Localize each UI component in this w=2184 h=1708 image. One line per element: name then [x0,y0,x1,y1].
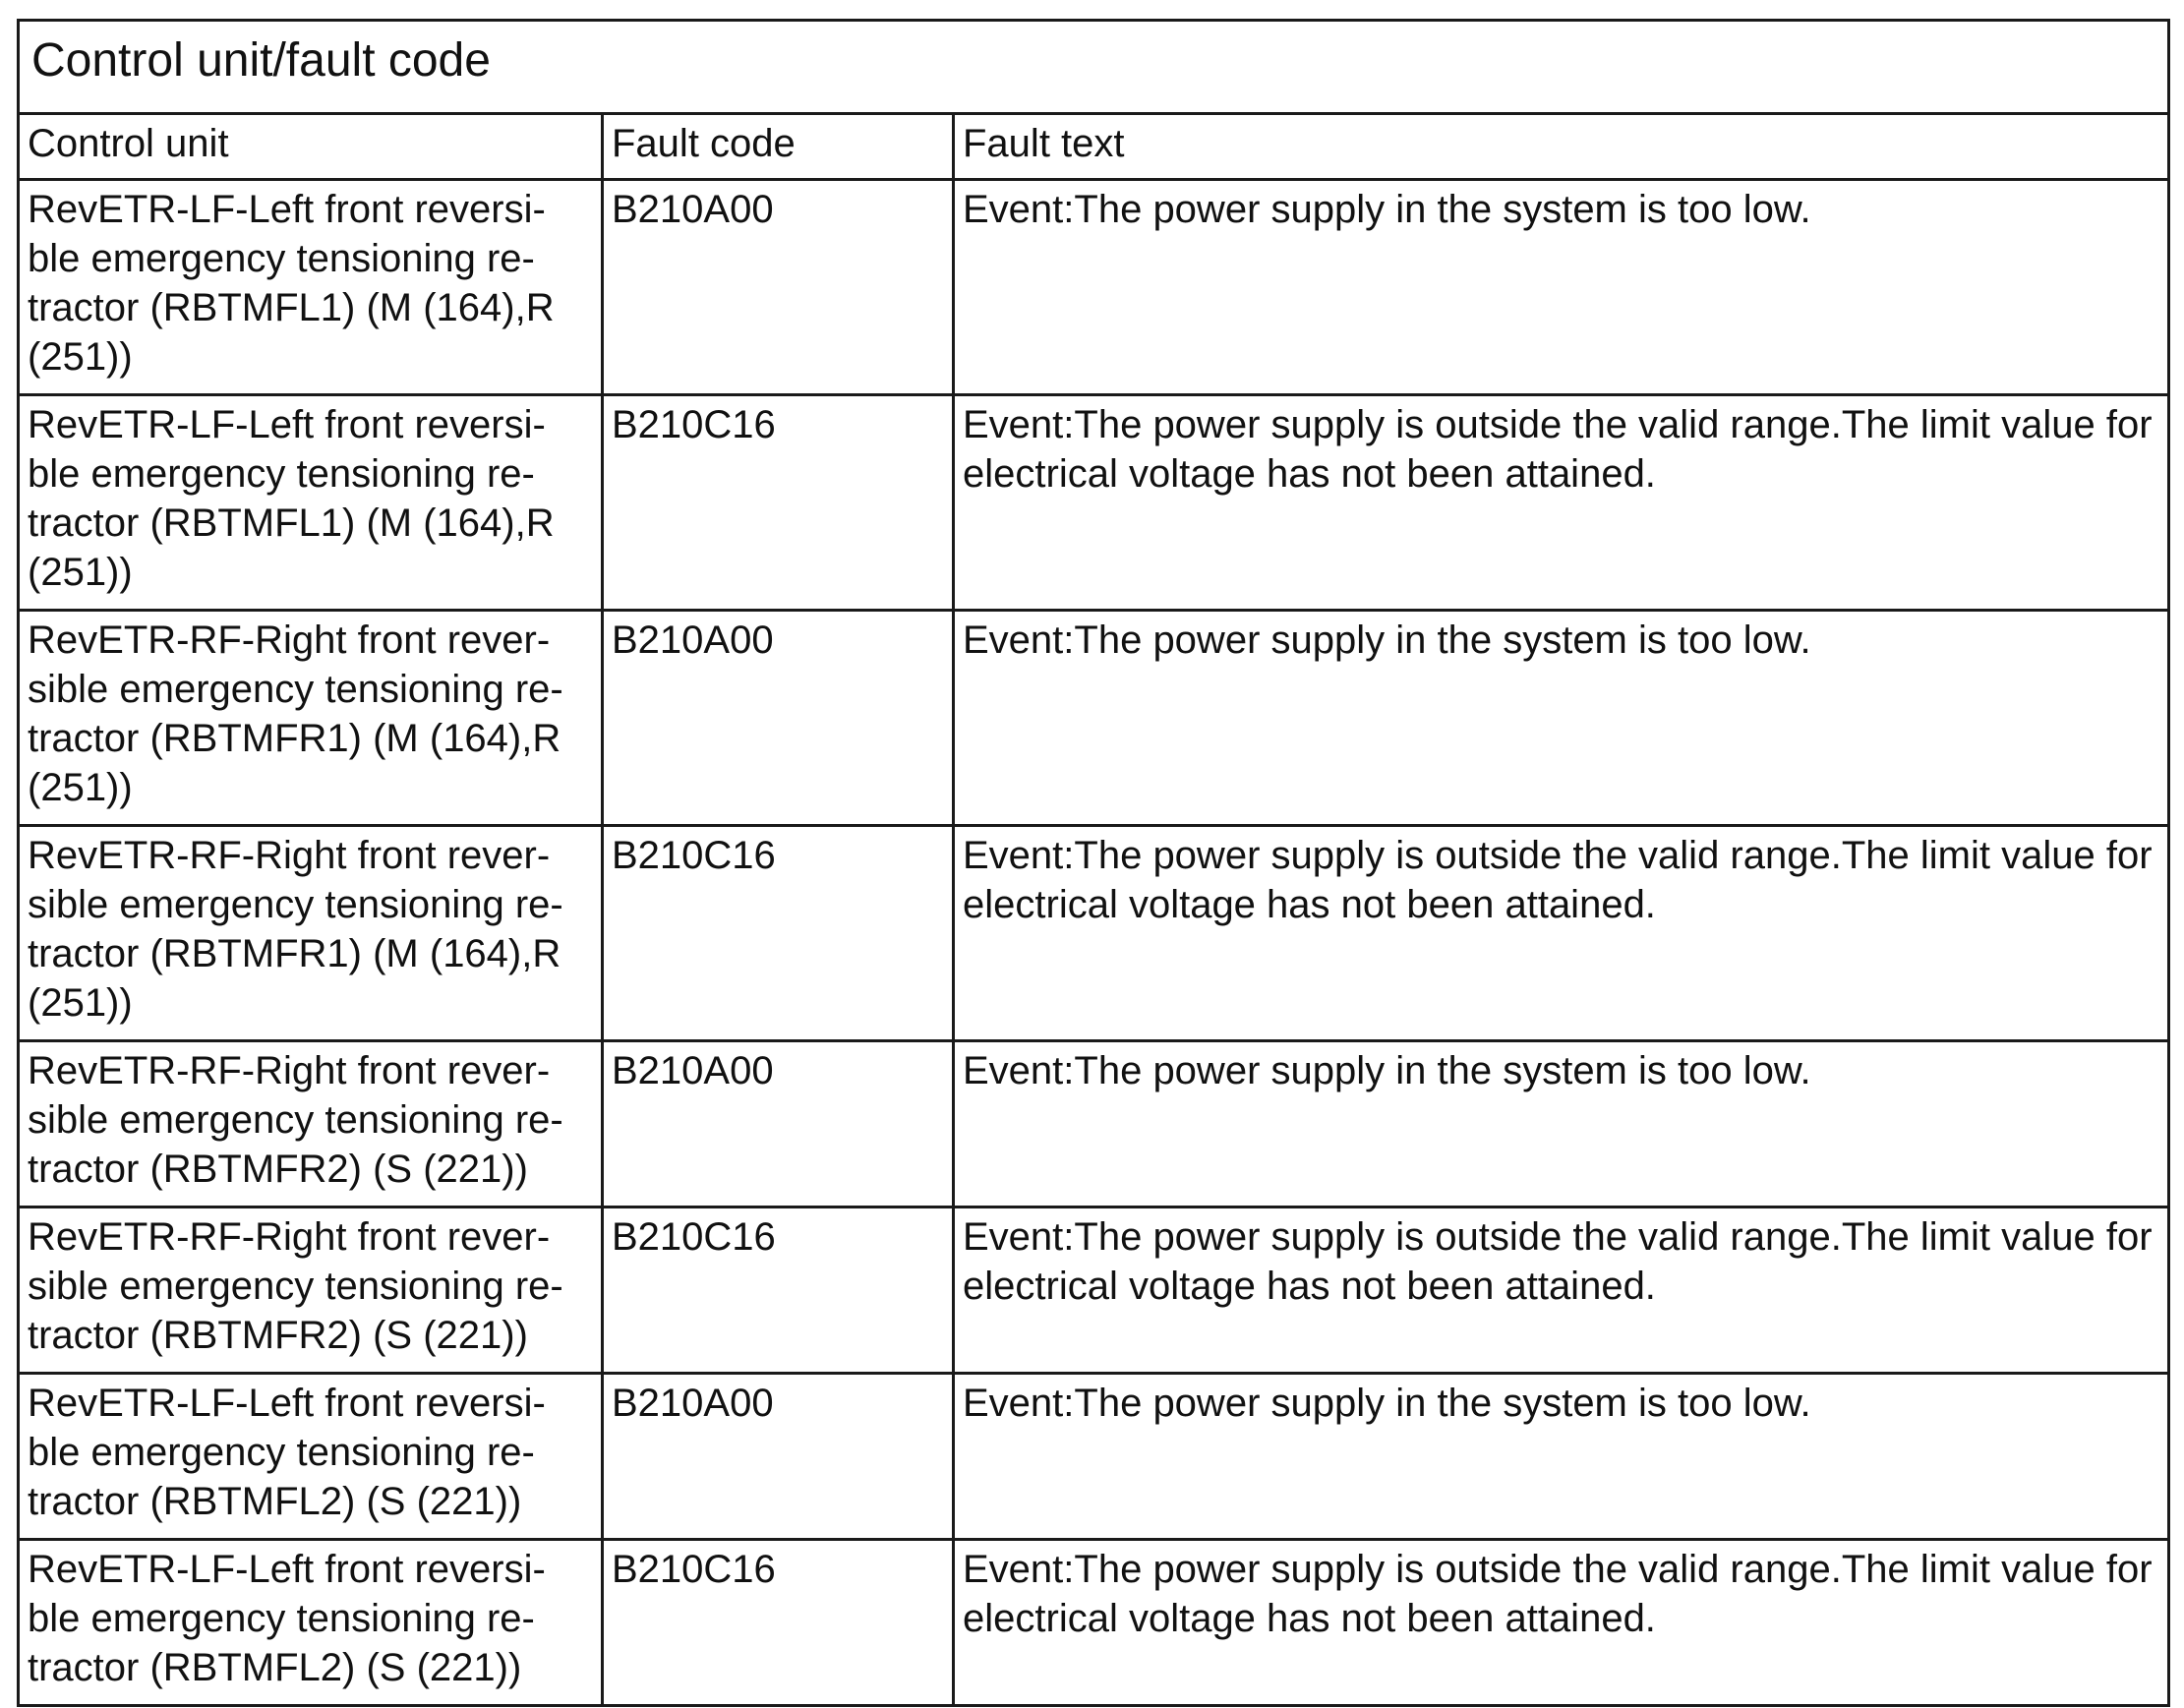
fault-text-cell: Event:The power supply in the system is too low. [954,1041,2169,1207]
fault-code-cell: B210C16 [603,1540,954,1706]
fault-code-cell: B210C16 [603,826,954,1041]
fault-code-cell: B210A00 [603,180,954,395]
table-header-row [19,114,2169,180]
header-control-unit: Control unit [19,114,603,180]
table-row [19,1207,2169,1374]
fault-code-cell: B210A00 [603,611,954,826]
fault-code-table [17,19,2170,1707]
table-row [19,826,2169,1041]
control-unit-cell: RevETR-RF-Right front rever- sible emergency tensioning re- tractor (RBTMFR1) (M (164),R (251)) [19,611,603,826]
control-unit-cell: RevETR-RF-Right front rever- sible emergency tensioning re- tractor (RBTMFR1) (M (164),R (251)) [19,826,603,1041]
fault-code-cell: B210C16 [603,1207,954,1374]
table-row [19,611,2169,826]
table-row [19,1540,2169,1706]
fault-code-cell: B210A00 [603,1041,954,1207]
control-unit-cell: RevETR-RF-Right front rever- sible emergency tensioning re- tractor (RBTMFR2) (S (221)) [19,1207,603,1374]
header-fault-code: Fault code [603,114,954,180]
fault-text-cell: Event:The power supply in the system is too low. [954,180,2169,395]
control-unit-cell: RevETR-LF-Left front reversi- ble emergency tensioning re- tractor (RBTMFL1) (M (164),R (251)) [19,180,603,395]
fault-code-cell: B210C16 [603,395,954,611]
control-unit-cell: RevETR-LF-Left front reversi- ble emergency tensioning re- tractor (RBTMFL2) (S (221)) [19,1540,603,1706]
table-row [19,1374,2169,1540]
control-unit-cell: RevETR-RF-Right front rever- sible emergency tensioning re- tractor (RBTMFR2) (S (221)) [19,1041,603,1207]
table-row [19,180,2169,395]
control-unit-cell: RevETR-LF-Left front reversi- ble emergency tensioning re- tractor (RBTMFL2) (S (221)) [19,1374,603,1540]
fault-text-cell: Event:The power supply is outside the valid range.The limit value for electrical voltage has not been attained. [954,1207,2169,1374]
fault-text-cell: Event:The power supply is outside the valid range.The limit value for electrical voltage has not been attained. [954,1540,2169,1706]
table-title: Control unit/fault code [19,21,2169,114]
control-unit-cell: RevETR-LF-Left front reversi- ble emergency tensioning re- tractor (RBTMFL1) (M (164),R (251)) [19,395,603,611]
fault-text-cell: Event:The power supply is outside the valid range.The limit value for electrical voltage has not been attained. [954,826,2169,1041]
header-fault-text: Fault text [954,114,2169,180]
fault-text-cell: Event:The power supply in the system is too low. [954,1374,2169,1540]
fault-text-cell: Event:The power supply in the system is too low. [954,611,2169,826]
table-row [19,1041,2169,1207]
table-row [19,395,2169,611]
fault-text-cell: Event:The power supply is outside the valid range.The limit value for electrical voltage has not been attained. [954,395,2169,611]
table-title-row [19,21,2169,114]
fault-code-cell: B210A00 [603,1374,954,1540]
